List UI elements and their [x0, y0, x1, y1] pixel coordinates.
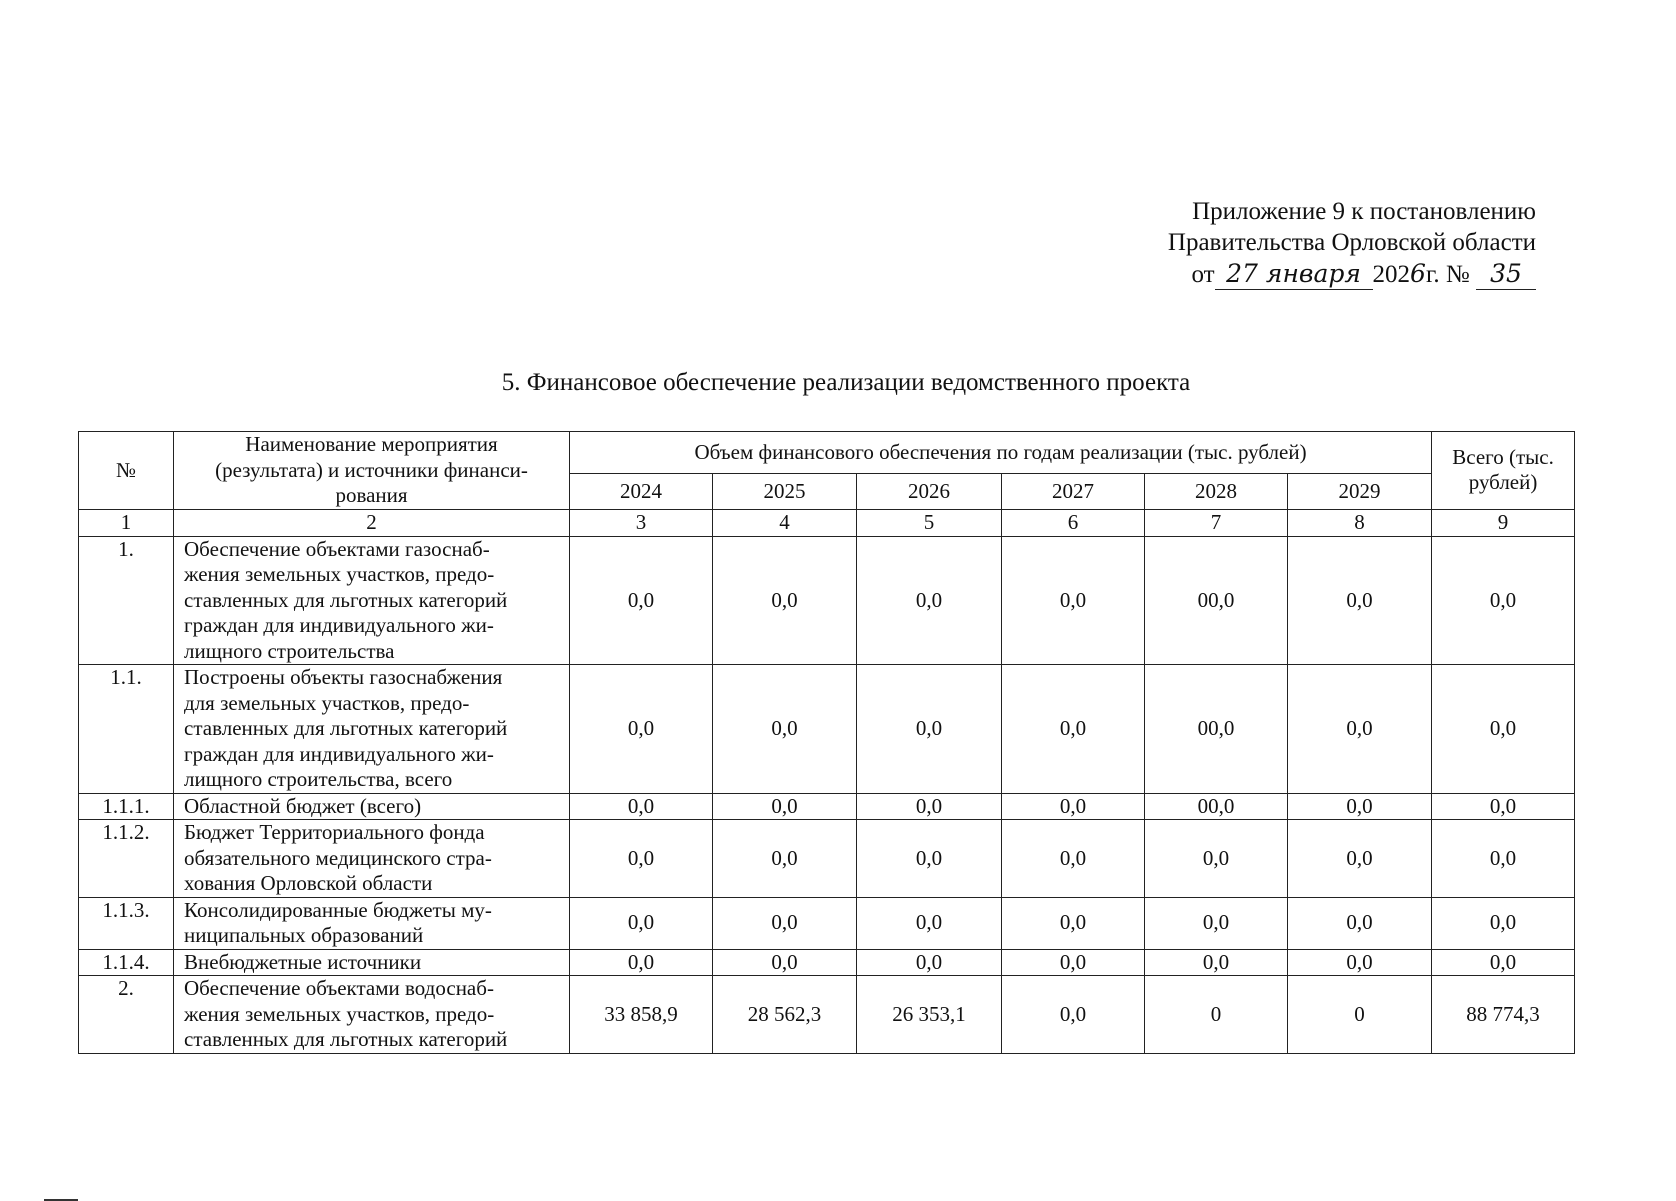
- column-index: 7: [1145, 509, 1288, 536]
- row-name-line: ставленных для льготных категорий: [184, 1027, 508, 1051]
- column-index: 3: [570, 509, 713, 536]
- date-prefix: от: [1191, 261, 1215, 288]
- row-name-line: Областной бюджет (всего): [184, 793, 422, 818]
- row-name: [174, 976, 570, 1054]
- row-value-2027: 0,0: [1002, 536, 1145, 665]
- row-number: 2.: [79, 976, 174, 1054]
- appendix-block: [1066, 196, 1536, 290]
- header-year-2029: 2029: [1288, 474, 1432, 509]
- row-name-line: Построены объекты газоснабжения: [184, 665, 503, 689]
- row-value-2028: 0,0: [1145, 949, 1288, 976]
- header-year-2025: 2025: [713, 474, 857, 509]
- header-total-line: Всего (тыс.: [1452, 444, 1554, 469]
- appendix-line-2: Правительства Орловской области: [1167, 229, 1536, 256]
- row-value-2024: 0,0: [570, 536, 713, 665]
- row-name-line: Обеспечение объектами водоснаб-: [184, 976, 494, 1000]
- row-name: [174, 949, 570, 976]
- row-value-2028: 0,0: [1145, 820, 1288, 898]
- row-name-line: хования Орловской области: [184, 871, 433, 895]
- row-total: 0,0: [1432, 536, 1575, 665]
- year-prefix: 202: [1372, 261, 1411, 288]
- table-body: [79, 536, 1575, 1053]
- row-value-2029: 0,0: [1288, 665, 1432, 794]
- row-number: 1.1.3.: [79, 897, 174, 949]
- column-index: 9: [1432, 509, 1575, 536]
- row-name: [174, 897, 570, 949]
- row-name-line: ниципальных образований: [184, 923, 424, 947]
- row-name-line: обязательного медицинского стра-: [184, 845, 492, 870]
- year-unit: г. №: [1425, 261, 1470, 288]
- row-total: 0,0: [1432, 949, 1575, 976]
- row-name-line: ставленных для льготных категорий: [184, 716, 508, 740]
- row-value-2026: 0,0: [857, 665, 1002, 794]
- row-value-2027: 0,0: [1002, 976, 1145, 1054]
- row-total: 0,0: [1432, 793, 1575, 820]
- header-year-2028: 2028: [1145, 474, 1288, 509]
- row-name-line: жения земельных участков, предо-: [184, 1001, 495, 1026]
- row-value-2027: 0,0: [1002, 820, 1145, 898]
- row-value-2029: 0,0: [1288, 820, 1432, 898]
- row-value-2026: 0,0: [857, 820, 1002, 898]
- header-volume: Объем финансового обеспечения по годам реализации (тыс. рублей): [570, 432, 1432, 474]
- row-value-2025: 28 562,3: [713, 976, 857, 1054]
- row-value-2025: 0,0: [713, 820, 857, 898]
- row-value-2024: 0,0: [570, 820, 713, 898]
- appendix-date-line: [1066, 258, 1536, 290]
- row-value-2024: 0,0: [570, 793, 713, 820]
- row-name: [174, 793, 570, 820]
- row-name: [174, 536, 570, 665]
- row-name-line: граждан для индивидуального жи-: [184, 613, 494, 637]
- header-name-line: (результата) и источники финанси-: [215, 457, 528, 482]
- header-name: [174, 432, 570, 510]
- table-row: [79, 820, 1575, 898]
- row-number: 1.1.4.: [79, 949, 174, 976]
- row-value-2027: 0,0: [1002, 665, 1145, 794]
- row-total: 0,0: [1432, 897, 1575, 949]
- document-title: 5. Финансовое обеспечение реализации ведомственного проекта: [501, 369, 1191, 396]
- row-value-2025: 0,0: [713, 897, 857, 949]
- column-index: 8: [1288, 509, 1432, 536]
- row-name-line: для земельных участков, предо-: [184, 690, 470, 715]
- row-value-2026: 0,0: [857, 897, 1002, 949]
- header-name-line: рования: [335, 483, 408, 507]
- row-value-2025: 0,0: [713, 536, 857, 665]
- row-value-2028: 00,0: [1145, 793, 1288, 820]
- finance-table: [78, 431, 1575, 1054]
- row-value-2027: 0,0: [1002, 949, 1145, 976]
- row-name-line: Внебюджетные источники: [184, 949, 422, 974]
- header-name-line: Наименование мероприятия: [245, 432, 498, 456]
- header-row-1: [79, 432, 1575, 474]
- row-name-line: жения земельных участков, предо-: [184, 562, 495, 586]
- row-value-2028: 0,0: [1145, 897, 1288, 949]
- row-value-2028: 0: [1145, 976, 1288, 1054]
- row-total: 88 774,3: [1432, 976, 1575, 1054]
- row-value-2024: 0,0: [570, 897, 713, 949]
- handwritten-number: 35: [1476, 258, 1536, 290]
- row-value-2028: 00,0: [1145, 665, 1288, 794]
- row-value-2026: 0,0: [857, 536, 1002, 665]
- row-name-line: ставленных для льготных категорий: [184, 587, 508, 612]
- header-index-row: [79, 509, 1575, 536]
- row-value-2026: 26 353,1: [857, 976, 1002, 1054]
- header-no: №: [79, 432, 174, 510]
- table-row: [79, 976, 1575, 1054]
- header-year-2024: 2024: [570, 474, 713, 509]
- row-number: 1.1.1.: [79, 793, 174, 820]
- row-value-2029: 0,0: [1288, 536, 1432, 665]
- table-row: [79, 949, 1575, 976]
- header-total-line: рублей): [1468, 470, 1538, 495]
- row-value-2029: 0,0: [1288, 897, 1432, 949]
- row-number: 1.1.: [79, 665, 174, 794]
- row-number: 1.1.2.: [79, 820, 174, 898]
- row-value-2027: 0,0: [1002, 793, 1145, 820]
- row-name-line: Бюджет Территориального фонда: [184, 820, 485, 844]
- column-index: 4: [713, 509, 857, 536]
- row-name: [174, 665, 570, 794]
- table-row: [79, 897, 1575, 949]
- table-header: [79, 432, 1575, 537]
- column-index: 1: [79, 509, 174, 536]
- row-value-2025: 0,0: [713, 665, 857, 794]
- row-name-line: лищного строительства: [184, 638, 395, 663]
- row-value-2027: 0,0: [1002, 897, 1145, 949]
- header-year-2026: 2026: [857, 474, 1002, 509]
- header-year-2027: 2027: [1002, 474, 1145, 509]
- row-name: [174, 820, 570, 898]
- handwritten-date: 27 января: [1215, 258, 1373, 290]
- row-value-2024: 0,0: [570, 665, 713, 794]
- row-value-2026: 0,0: [857, 949, 1002, 976]
- appendix-line-1: Приложение 9 к постановлению: [1192, 198, 1536, 225]
- row-value-2025: 0,0: [713, 949, 857, 976]
- row-total: 0,0: [1432, 665, 1575, 794]
- row-name-line: Консолидированные бюджеты му-: [184, 897, 492, 922]
- row-number: 1.: [79, 536, 174, 665]
- row-value-2024: 0,0: [570, 949, 713, 976]
- row-value-2029: 0,0: [1288, 949, 1432, 976]
- column-index: 2: [174, 509, 570, 536]
- row-name-line: Обеспечение объектами газоснаб-: [184, 536, 490, 561]
- row-value-2026: 0,0: [857, 793, 1002, 820]
- header-total: [1432, 432, 1575, 510]
- row-name-line: лищного строительства, всего: [184, 767, 453, 791]
- column-index: 5: [857, 509, 1002, 536]
- table-row: [79, 536, 1575, 665]
- row-value-2025: 0,0: [713, 793, 857, 820]
- row-value-2024: 33 858,9: [570, 976, 713, 1054]
- row-value-2029: 0,0: [1288, 793, 1432, 820]
- table-row: [79, 793, 1575, 820]
- table-row: [79, 665, 1575, 794]
- row-total: 0,0: [1432, 820, 1575, 898]
- column-index: 6: [1002, 509, 1145, 536]
- row-value-2028: 00,0: [1145, 536, 1288, 665]
- row-value-2029: 0: [1288, 976, 1432, 1054]
- row-name-line: граждан для индивидуального жи-: [184, 741, 494, 766]
- handwritten-year-digit: 6: [1410, 259, 1426, 288]
